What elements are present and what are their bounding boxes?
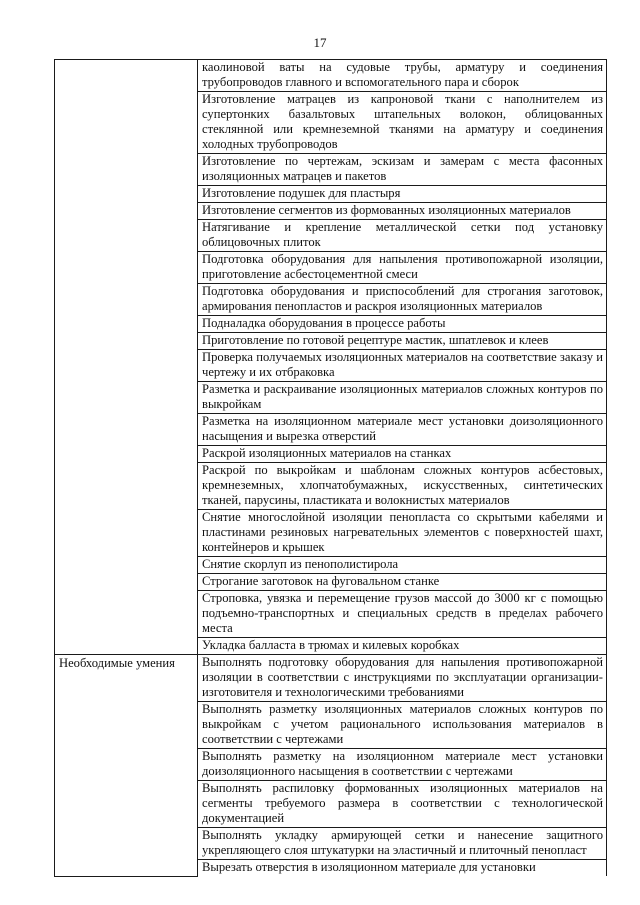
table-cell: Выполнять разметку на изоляционном материале мест установки доизоляционного насыщения в соответствии с чертежами [198,749,607,781]
table-cell: Раскрой по выкройкам и шаблонам сложных контуров асбестовых, кремнеземных, хлопчатобумажных, искусственных, синтетических тканей, парусины, пластиката и волокнистых материалов [198,463,607,510]
table-cell: Подналадка оборудования в процессе работы [198,316,607,333]
table-cell: Снятие многослойной изоляции пенопласта со скрытыми кабелями и пластинами резиновых нагревательных элементов с поверхностей шахт, контейнеров и крышек [198,510,607,557]
page-number: 17 [313,35,327,50]
table-cell: Подготовка оборудования для напыления противопожарной изоляции, приготовление асбестоцементной смеси [198,252,607,284]
table-cell: Разметка на изоляционном материале мест установки доизоляционного насыщения и вырезка отверстий [198,414,607,446]
section-label [55,60,198,655]
table-cell: Выполнять разметку изоляционных материалов сложных контуров по выкройкам с учетом рационального использования материалов в соответствии с чертежами [198,702,607,749]
table-cell: Снятие скорлуп из пенополистирола [198,557,607,574]
job-functions-table [54,59,607,877]
table-cell: каолиновой ваты на судовые трубы, арматуру и соединения трубопроводов главного и вспомогательного пара и сборок [198,60,607,92]
table-cell: Приготовление по готовой рецептуре мастик, шпатлевок и клеев [198,333,607,350]
table-cell: Натягивание и крепление металлической сетки под установку облицовочных плиток [198,220,607,252]
table-cell: Подготовка оборудования и приспособлений для строгания заготовок, армирования пенопластов и раскроя изоляционных материалов [198,284,607,316]
section-label: Необходимые умения [55,655,198,877]
table-cell: Изготовление по чертежам, эскизам и замерам с места фасонных изоляционных матрацев и пакетов [198,154,607,186]
table-cell: Выполнять распиловку формованных изоляционных материалов на сегменты требуемого размера в соответствии с технологической документацией [198,781,607,828]
table-cell: Изготовление подушек для пластыря [198,186,607,203]
table-cell: Изготовление матрацев из капроновой ткани с наполнителем из супертонких базальтовых штапельных волокон, облицованных стеклянной или кремнеземной тканями на арматуру и соединения холодных трубопроводов [198,92,607,154]
table-cell: Выполнять укладку армирующей сетки и нанесение защитного укрепляющего слоя штукатурки на эластичный и плиточный пенопласт [198,828,607,860]
table-cell: Выполнять подготовку оборудования для напыления противопожарной изоляции в соответствии с инструкциями по эксплуатации организации-изготовителя и технологическими требованиями [198,655,607,702]
table-cell: Вырезать отверстия в изоляционном материале для установки [198,860,607,877]
table-cell: Строгание заготовок на фуговальном станке [198,574,607,591]
table-cell: Разметка и раскраивание изоляционных материалов сложных контуров по выкройкам [198,382,607,414]
table-cell: Строповка, увязка и перемещение грузов массой до 3000 кг с помощью подъемно-транспортных и специальных средств в пределах рабочего места [198,591,607,638]
table-cell: Проверка получаемых изоляционных материалов на соответствие заказу и чертежу и их отбраковка [198,350,607,382]
table-cell: Укладка балласта в трюмах и килевых коробках [198,638,607,655]
table-row [55,655,607,702]
table-row [55,60,607,92]
table-cell: Раскрой изоляционных материалов на станках [198,446,607,463]
table-cell: Изготовление сегментов из формованных изоляционных материалов [198,203,607,220]
